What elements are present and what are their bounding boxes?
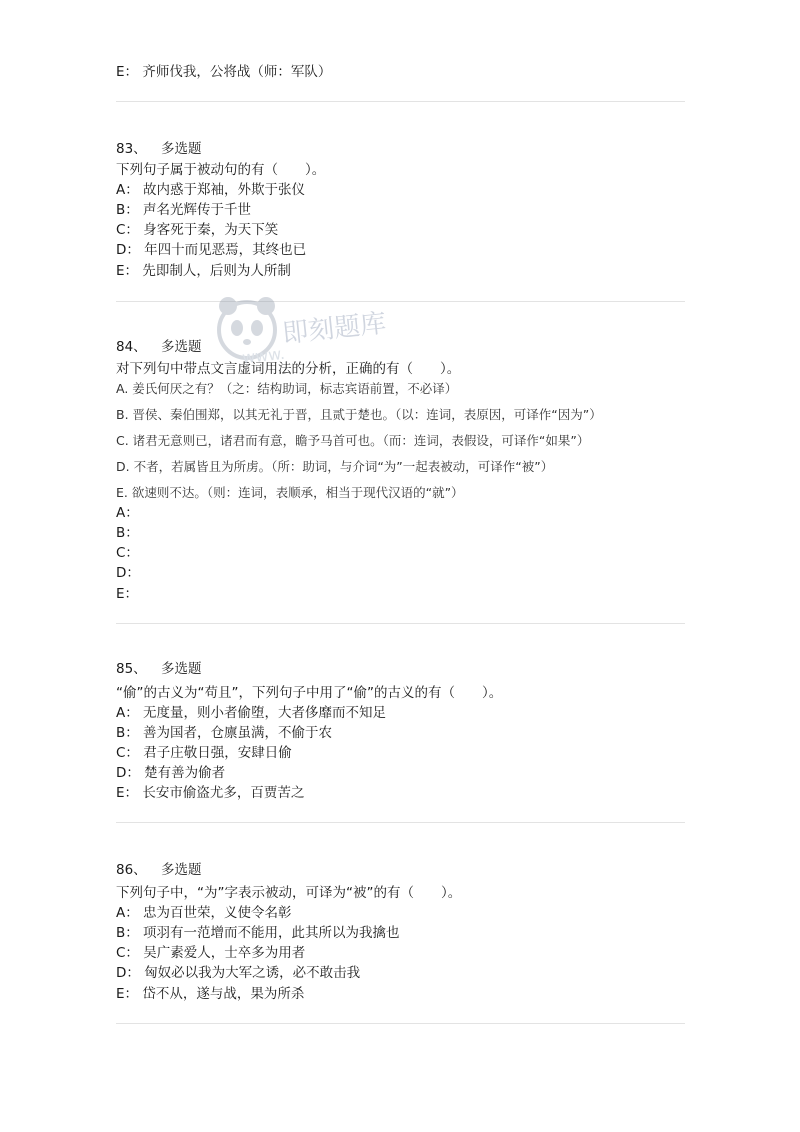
- question-85-option-c: C： 君子庄敬日强，安肆日偷: [116, 745, 292, 761]
- question-85-option-a: A： 无度量，则小者偷堕，大者侈靡而不知足: [116, 705, 387, 721]
- question-84-image-line-b: B. 晋侯、秦伯围郑，以其无礼于晋，且贰于楚也。（以：连词，表原因，可译作“因为”）: [116, 407, 602, 422]
- question-84-image-line-d: D. 不者，若属皆且为所虏。（所：助词，与介词“为”一起表被动，可译作“被”）: [116, 459, 554, 474]
- question-83-option-e: E： 先即制人，后则为人所制: [116, 263, 291, 279]
- question-type: 多选题: [160, 661, 202, 677]
- divider: [116, 1023, 685, 1024]
- question-84-header: [116, 338, 201, 356]
- question-84-image-line-a: A. 姜氏何厌之有？（之：结构助词，标志宾语前置，不必译）: [116, 381, 458, 396]
- watermark-text: 即刻题库: [280, 308, 388, 350]
- question-number: 86、: [116, 862, 147, 878]
- question-86-option-c: C： 吴广素爱人，士卒多为用者: [116, 945, 306, 961]
- question-85-option-e: E： 长安市偷盗尤多，百贾苦之: [116, 785, 305, 801]
- question-86-option-d: D： 匈奴必以我为大军之诱，必不敢击我: [116, 965, 361, 981]
- question-84-image-line-e: E. 欲速则不达。（则：连词，表顺承，相当于现代汉语的“就”）: [116, 485, 464, 500]
- question-85-header: [116, 660, 201, 678]
- question-type: 多选题: [160, 862, 202, 878]
- panda-logo-icon: [212, 288, 282, 368]
- question-84-option-c: C：: [116, 545, 139, 561]
- question-84-option-d: D：: [116, 565, 140, 581]
- question-86-option-e: E： 岱不从，遂与战，果为所杀: [116, 986, 305, 1002]
- question-85-option-b: B： 善为国者，仓廪虽满，不偷于农: [116, 725, 333, 741]
- question-83-option-d: D： 年四十而见恶焉，其终也已: [116, 242, 307, 258]
- question-86-header: [116, 861, 201, 879]
- question-82-option-e: E： 齐师伐我，公将战（师：军队）: [116, 64, 332, 80]
- question-85-option-d: D： 楚有善为偷者: [116, 765, 226, 781]
- question-84-option-a: A：: [116, 505, 139, 521]
- divider: [116, 623, 685, 624]
- divider: [116, 822, 685, 823]
- divider: [116, 301, 685, 302]
- question-type: 多选题: [160, 141, 202, 157]
- question-86-option-b: B： 项羽有一范增而不能用，此其所以为我擒也: [116, 925, 400, 941]
- question-type: 多选题: [160, 339, 202, 355]
- question-86-stem: 下列句子中，“为”字表示被动，可译为“被”的有（ ）。: [116, 885, 462, 901]
- question-83-option-a: A： 故内惑于郑袖，外欺于张仪: [116, 182, 306, 198]
- question-number: 85、: [116, 661, 147, 677]
- question-86-option-a: A： 忠为百世荣，义使令名彰: [116, 905, 292, 921]
- question-number: 83、: [116, 141, 147, 157]
- question-85-stem: “偷”的古义为“苟且”，下列句子中用了“偷”的古义的有（ ）。: [116, 685, 503, 701]
- question-84-option-b: B：: [116, 525, 139, 541]
- question-83-option-b: B： 声名光辉传于千世: [116, 202, 252, 218]
- question-84-option-e: E：: [116, 586, 139, 602]
- question-83-option-c: C： 身客死于秦，为天下笑: [116, 222, 279, 238]
- watermark-url: www.: [241, 343, 286, 368]
- question-84-image-line-c: C. 诸君无意则已，诸君而有意，瞻予马首可也。（而：连词，表假设，可译作“如果”）: [116, 433, 590, 448]
- divider: [116, 101, 685, 102]
- question-84-stem: 对下列句中带点文言虚词用法的分析，正确的有（ ）。: [116, 361, 461, 377]
- question-number: 84、: [116, 339, 147, 355]
- question-83-stem: 下列句子属于被动句的有（ ）。: [116, 162, 326, 178]
- question-83-header: [116, 140, 201, 158]
